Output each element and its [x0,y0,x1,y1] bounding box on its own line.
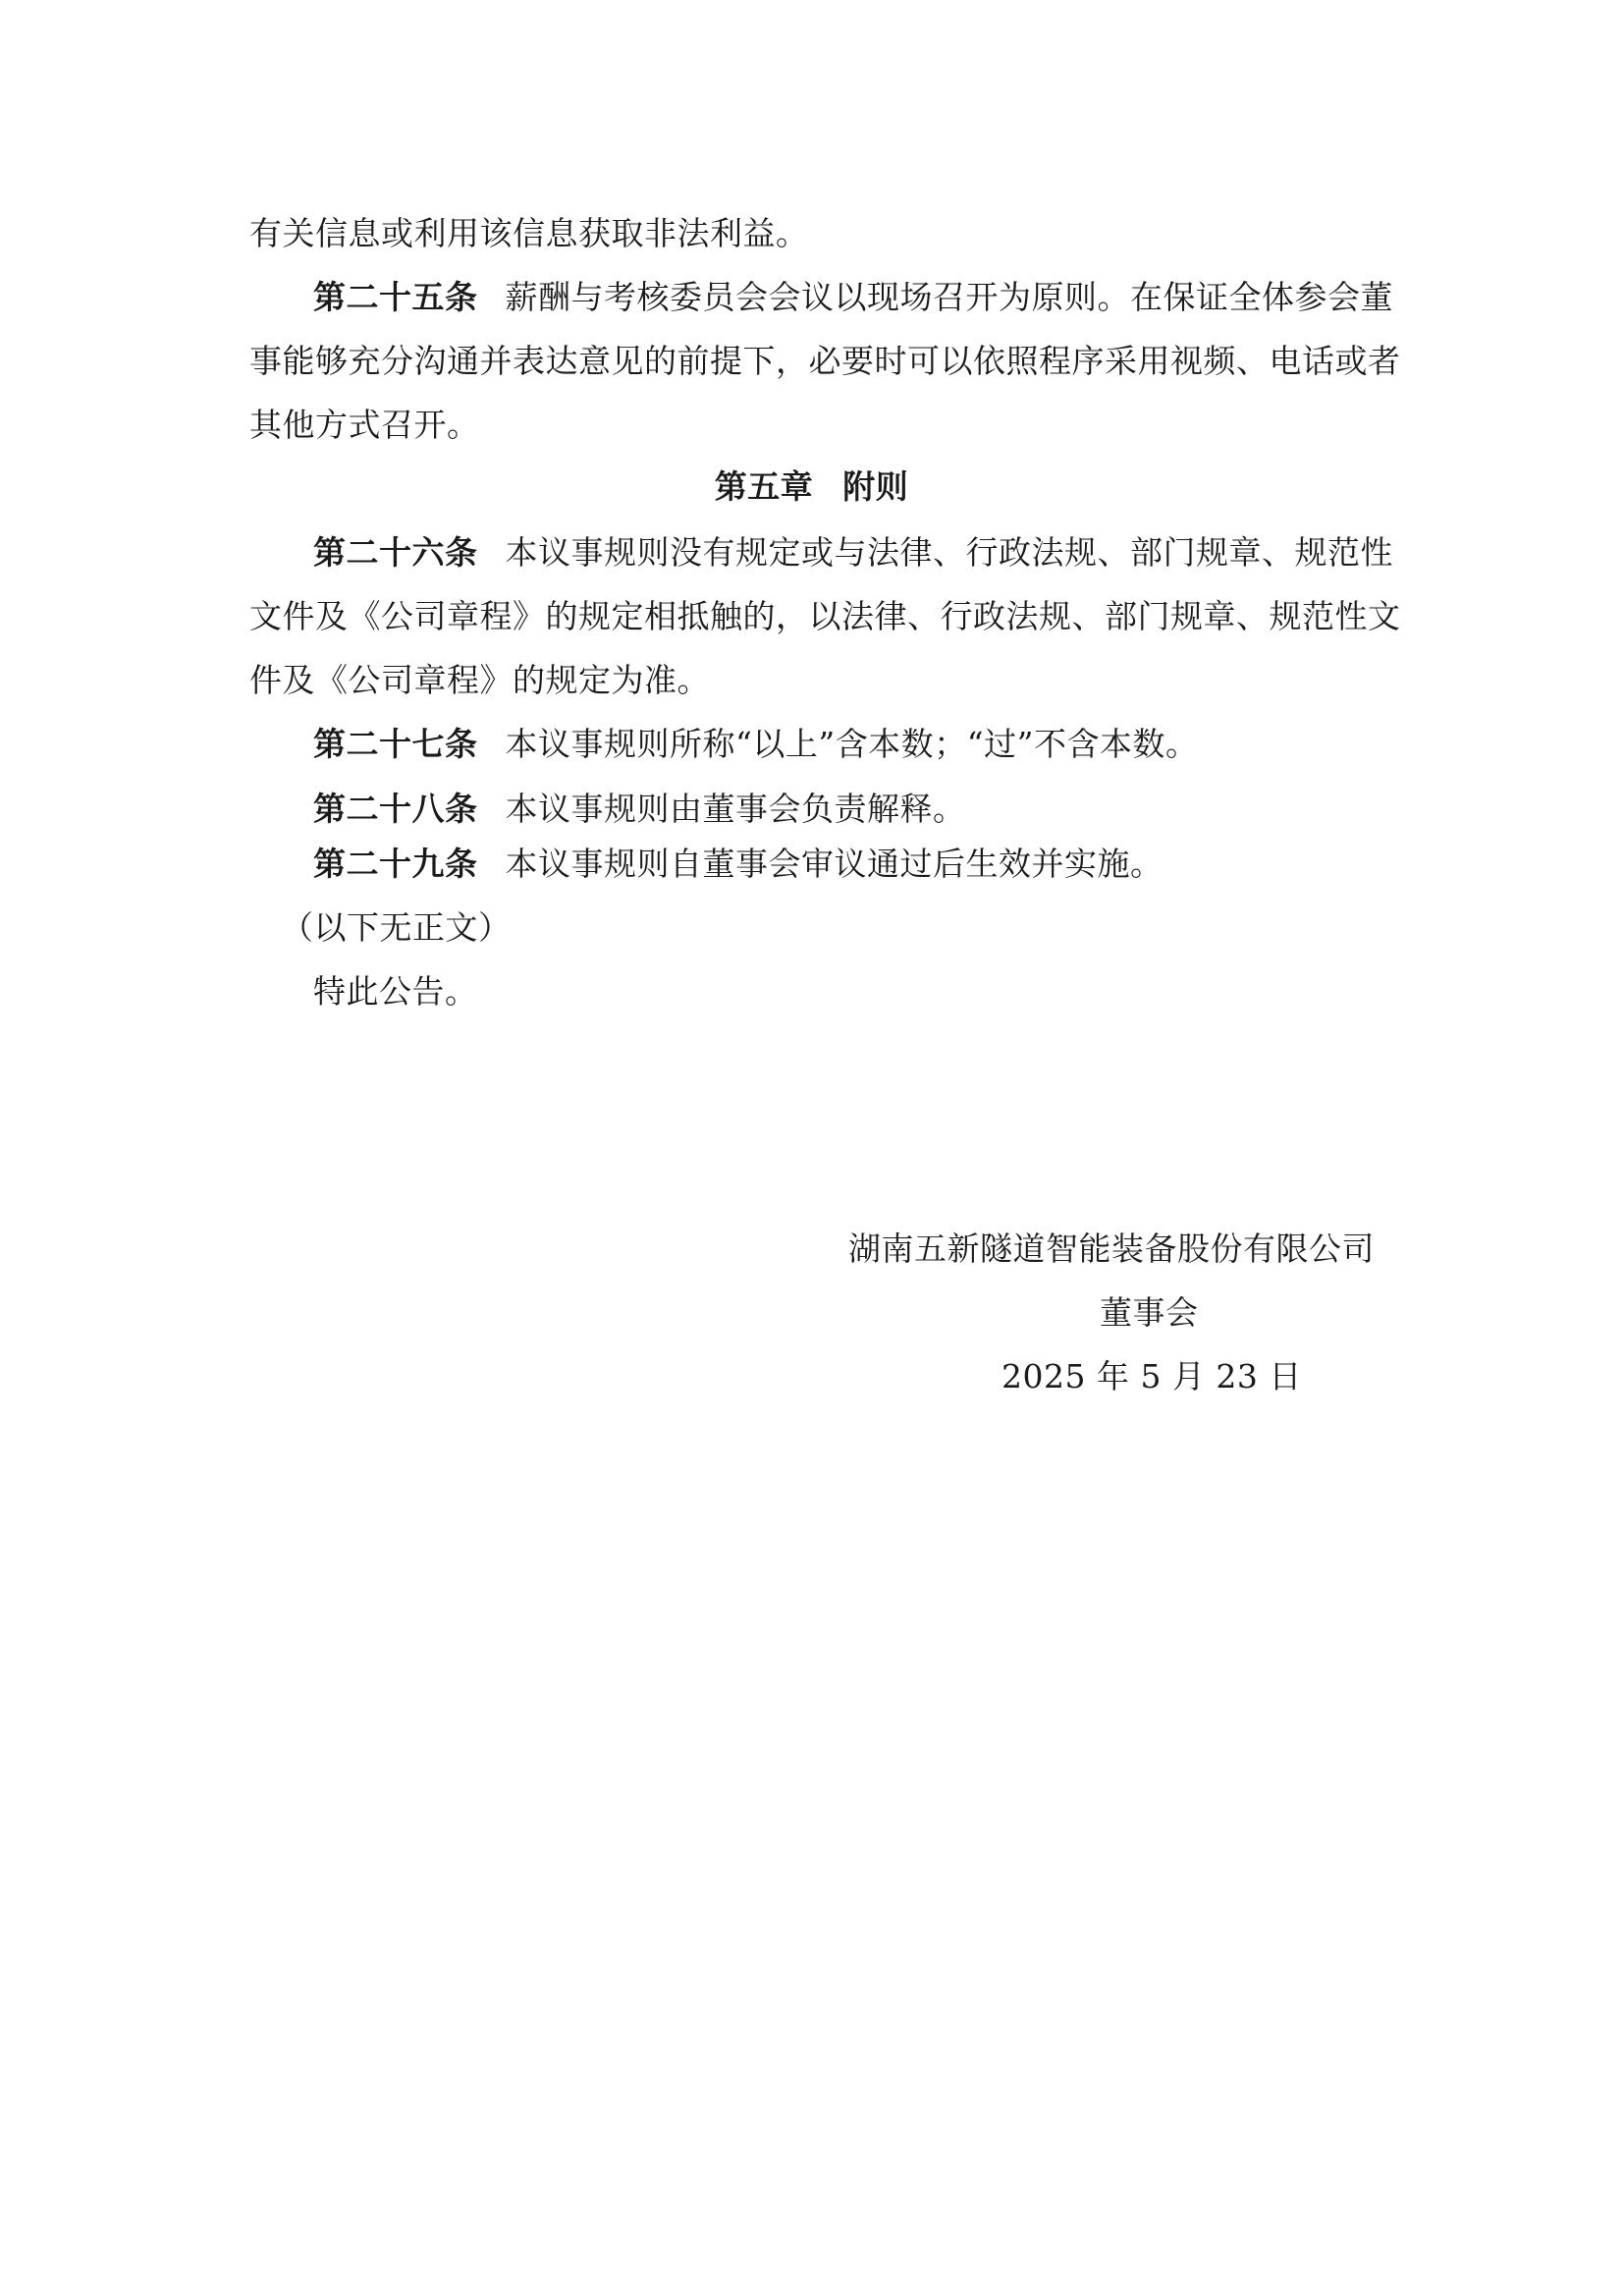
chapter-title: 附则 [842,467,909,506]
end-note: （以下无正文） [281,908,512,947]
announcement: 特此公告。 [313,972,478,1011]
article-27-label: 第二十七条 [313,725,478,763]
article-25-text-1: 薪酬与考核委员会会议以现场召开为原则。在保证全体参会董 [505,278,1393,316]
article-27 [313,725,1198,764]
chapter-number: 第五章 [714,467,814,506]
article-25-line-1 [313,278,1393,317]
article-24-tail: 有关信息或利用该信息获取非法利益。 [249,214,809,252]
article-26-line-1 [313,533,1393,573]
article-26-text-1: 本议事规则没有规定或与法律、行政法规、部门规章、规范性 [505,533,1393,572]
chapter-heading [0,467,1623,507]
article-29-label: 第二十九条 [313,845,478,883]
article-25-line-2: 事能够充分沟通并表达意见的前提下，必要时可以依照程序采用视频、电话或者 [249,342,1401,380]
article-29-text: 本议事规则自董事会审议通过后生效并实施。 [505,845,1163,883]
article-26-line-3: 件及《公司章程》的规定为准。 [249,661,710,699]
article-29 [313,845,1163,884]
article-25-label: 第二十五条 [313,278,478,316]
article-28-label: 第二十八条 [313,790,478,828]
signature-board: 董事会 [1100,1293,1199,1332]
article-28-text: 本议事规则由董事会负责解释。 [505,790,966,828]
signature-company: 湖南五新隧道智能装备股份有限公司 [848,1230,1375,1268]
article-28 [313,790,966,829]
article-26-line-2: 文件及《公司章程》的规定相抵触的，以法律、行政法规、部门规章、规范性文 [249,597,1401,635]
article-27-text: 本议事规则所称“以上”含本数；“过”不含本数。 [505,725,1199,763]
signature-date: 2025 年 5 月 23 日 [1001,1357,1302,1395]
article-25-line-3: 其他方式召开。 [249,406,480,444]
article-26-label: 第二十六条 [313,533,478,572]
